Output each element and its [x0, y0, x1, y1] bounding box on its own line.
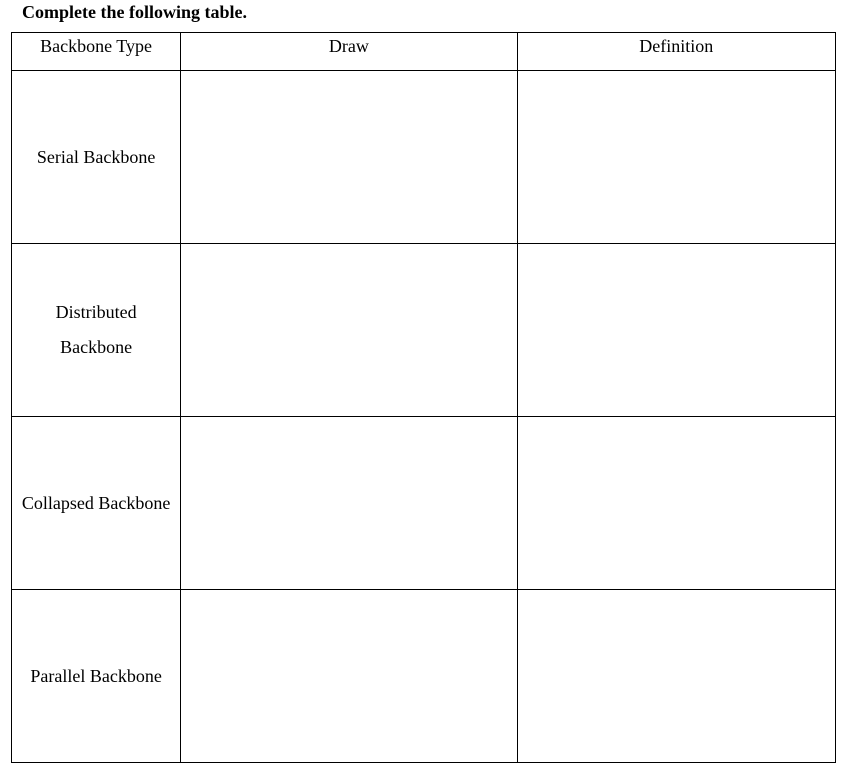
header-draw: Draw	[181, 33, 517, 71]
header-backbone-type: Backbone Type	[12, 33, 181, 71]
backbone-type-cell	[12, 590, 181, 763]
draw-cell[interactable]	[181, 71, 517, 244]
backbone-type-label: Serial Backbone	[36, 146, 156, 167]
draw-cell[interactable]	[181, 244, 517, 417]
table-row	[12, 417, 836, 590]
backbone-type-label: Parallel Backbone	[30, 665, 162, 686]
draw-cell[interactable]	[181, 417, 517, 590]
instruction-heading: Complete the following table.	[22, 2, 247, 22]
backbone-table	[11, 32, 836, 763]
backbone-type-cell	[12, 417, 181, 590]
draw-cell[interactable]	[181, 590, 517, 763]
table-header-row	[12, 33, 836, 71]
table-row	[12, 590, 836, 763]
header-definition: Definition	[517, 33, 835, 71]
definition-cell[interactable]	[517, 71, 835, 244]
definition-cell[interactable]	[517, 590, 835, 763]
definition-cell[interactable]	[517, 417, 835, 590]
definition-cell[interactable]	[517, 244, 835, 417]
backbone-type-cell	[12, 71, 181, 244]
backbone-type-label: Collapsed Backbone	[21, 492, 171, 513]
table-row	[12, 244, 836, 417]
backbone-type-label: Distributed Backbone	[55, 302, 137, 357]
table-row	[12, 71, 836, 244]
backbone-type-cell	[12, 244, 181, 417]
